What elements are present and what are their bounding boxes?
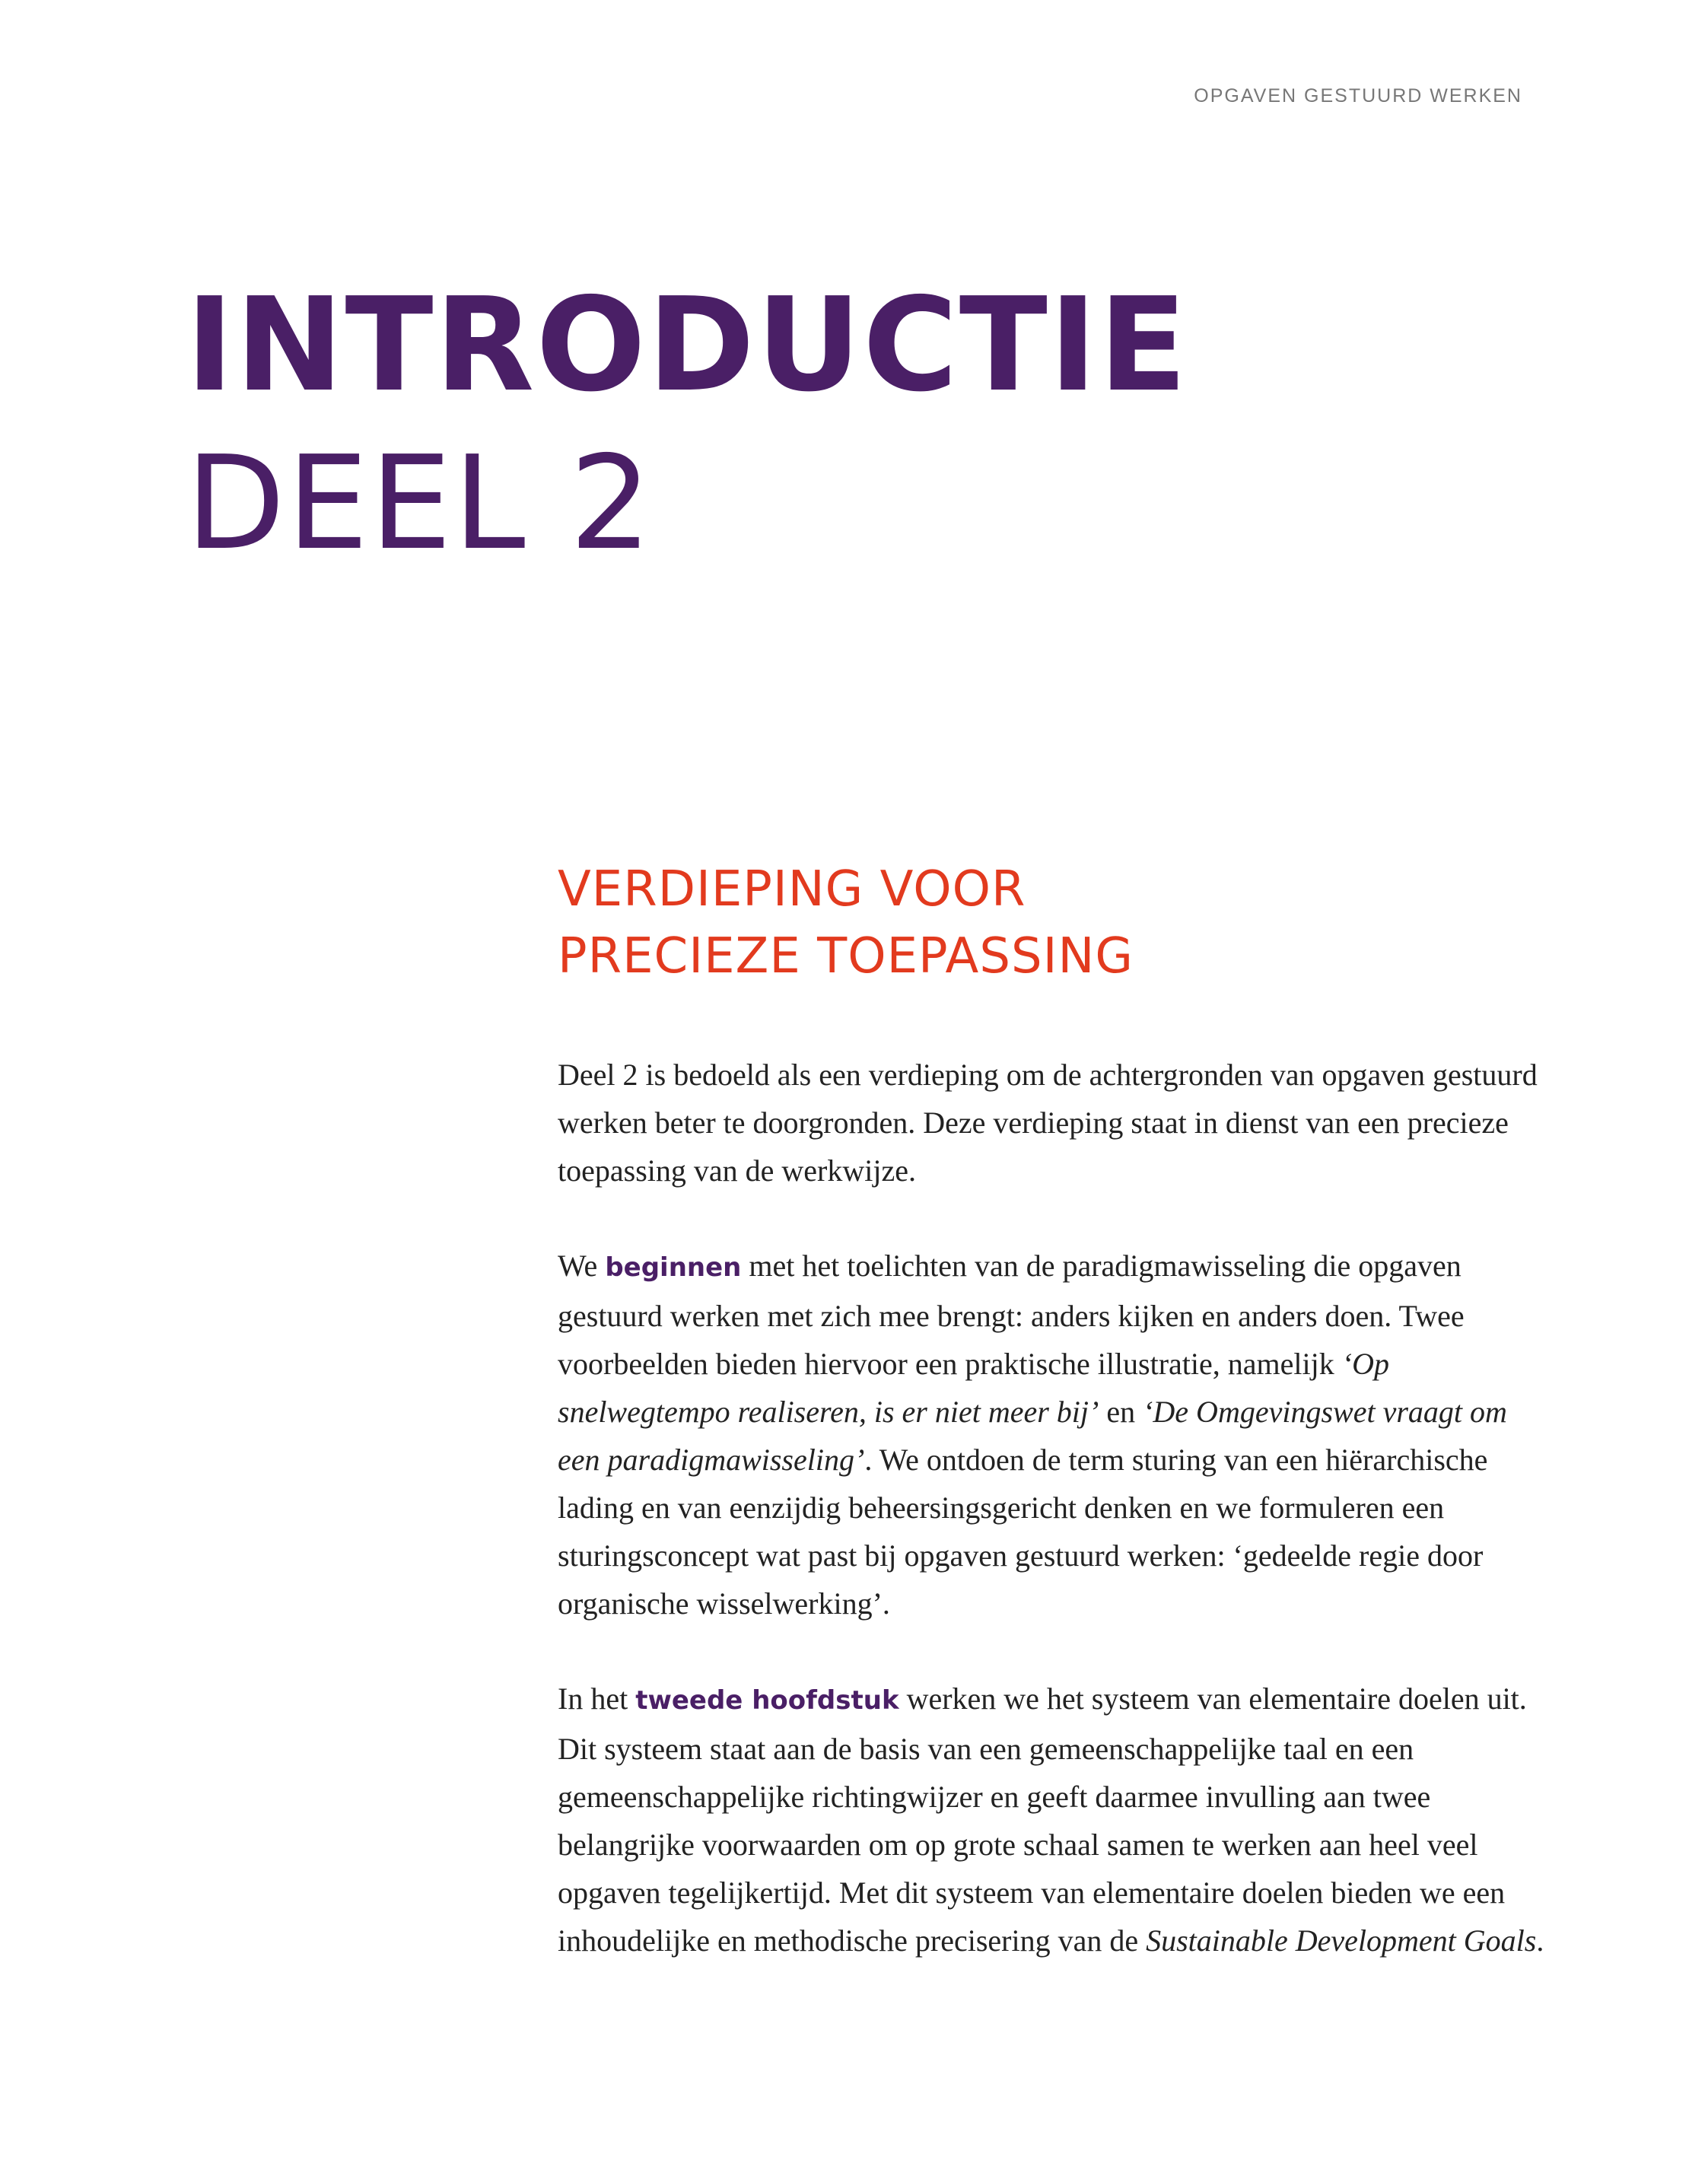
page-title-line-1: INTRODUCTIE <box>186 270 1189 421</box>
p2-text-2: met het toelichten van de paradigmawisseling die opgaven gestuurd werken met zich mee brengt: anders kijken en anders doen. Twee voorbeelden bieden hiervoor een praktische illustratie, namelijk <box>558 1249 1465 1381</box>
page-title <box>186 266 1188 583</box>
p3-text-3: . <box>1536 1923 1544 1958</box>
p2-text-4: . We ontdoen de term sturing van een hiërarchische lading en van eenzijdig beheersingsgericht denken en we formuleren een sturingsconcept wat past bij opgaven gestuurd werken: ‘gedeelde regie door organische wisselwerking’. <box>558 1443 1488 1621</box>
running-header: OPGAVEN GESTUURD WERKEN <box>1194 85 1522 107</box>
p3-italic-1: Sustainable Development Goals <box>1146 1923 1537 1958</box>
p2-italic-1: ‘Op snelwegtempo realiseren, is er niet meer bij’ <box>558 1347 1389 1429</box>
paragraph-3 <box>558 1675 1554 1965</box>
section-subtitle <box>558 856 1554 990</box>
p2-text-3: en <box>1099 1395 1143 1429</box>
p2-italic-2: ‘De Omgevingswet vraagt om een paradigmawisseling’ <box>558 1395 1507 1477</box>
p3-text-2: werken we het systeem van elementaire doelen uit. Dit systeem staat aan de basis van een gemeenschappelijke taal en een gemeenschappelijke richtingwijzer en geeft daarmee invulling aan twee belangrijke voorwaarden om op grote schaal samen te werken aan heel veel opgaven tegelijkertijd. Met dit systeem van elementaire doelen bieden we een inhoudelijke en methodische precisering van de <box>558 1681 1527 1958</box>
p3-highlight: tweede hoofdstuk <box>635 1685 899 1716</box>
body-text <box>558 1051 1554 1965</box>
p2-text-1: We <box>558 1249 606 1283</box>
page-title-line-2: DEEL 2 <box>186 428 654 579</box>
section-subtitle-line-1: VERDIEPING VOOR <box>558 861 1026 918</box>
paragraph-1: Deel 2 is bedoeld als een verdieping om de achtergronden van opgaven gestuurd werken beter te doorgronden. Deze verdieping staat in dienst van een precieze toepassing van de werkwijze. <box>558 1058 1538 1188</box>
p3-text-1: In het <box>558 1681 636 1716</box>
section-subtitle-line-2: PRECIEZE TOEPASSING <box>558 928 1134 985</box>
main-content <box>558 856 1554 2012</box>
p2-highlight: beginnen <box>605 1252 742 1283</box>
paragraph-2 <box>558 1242 1554 1627</box>
